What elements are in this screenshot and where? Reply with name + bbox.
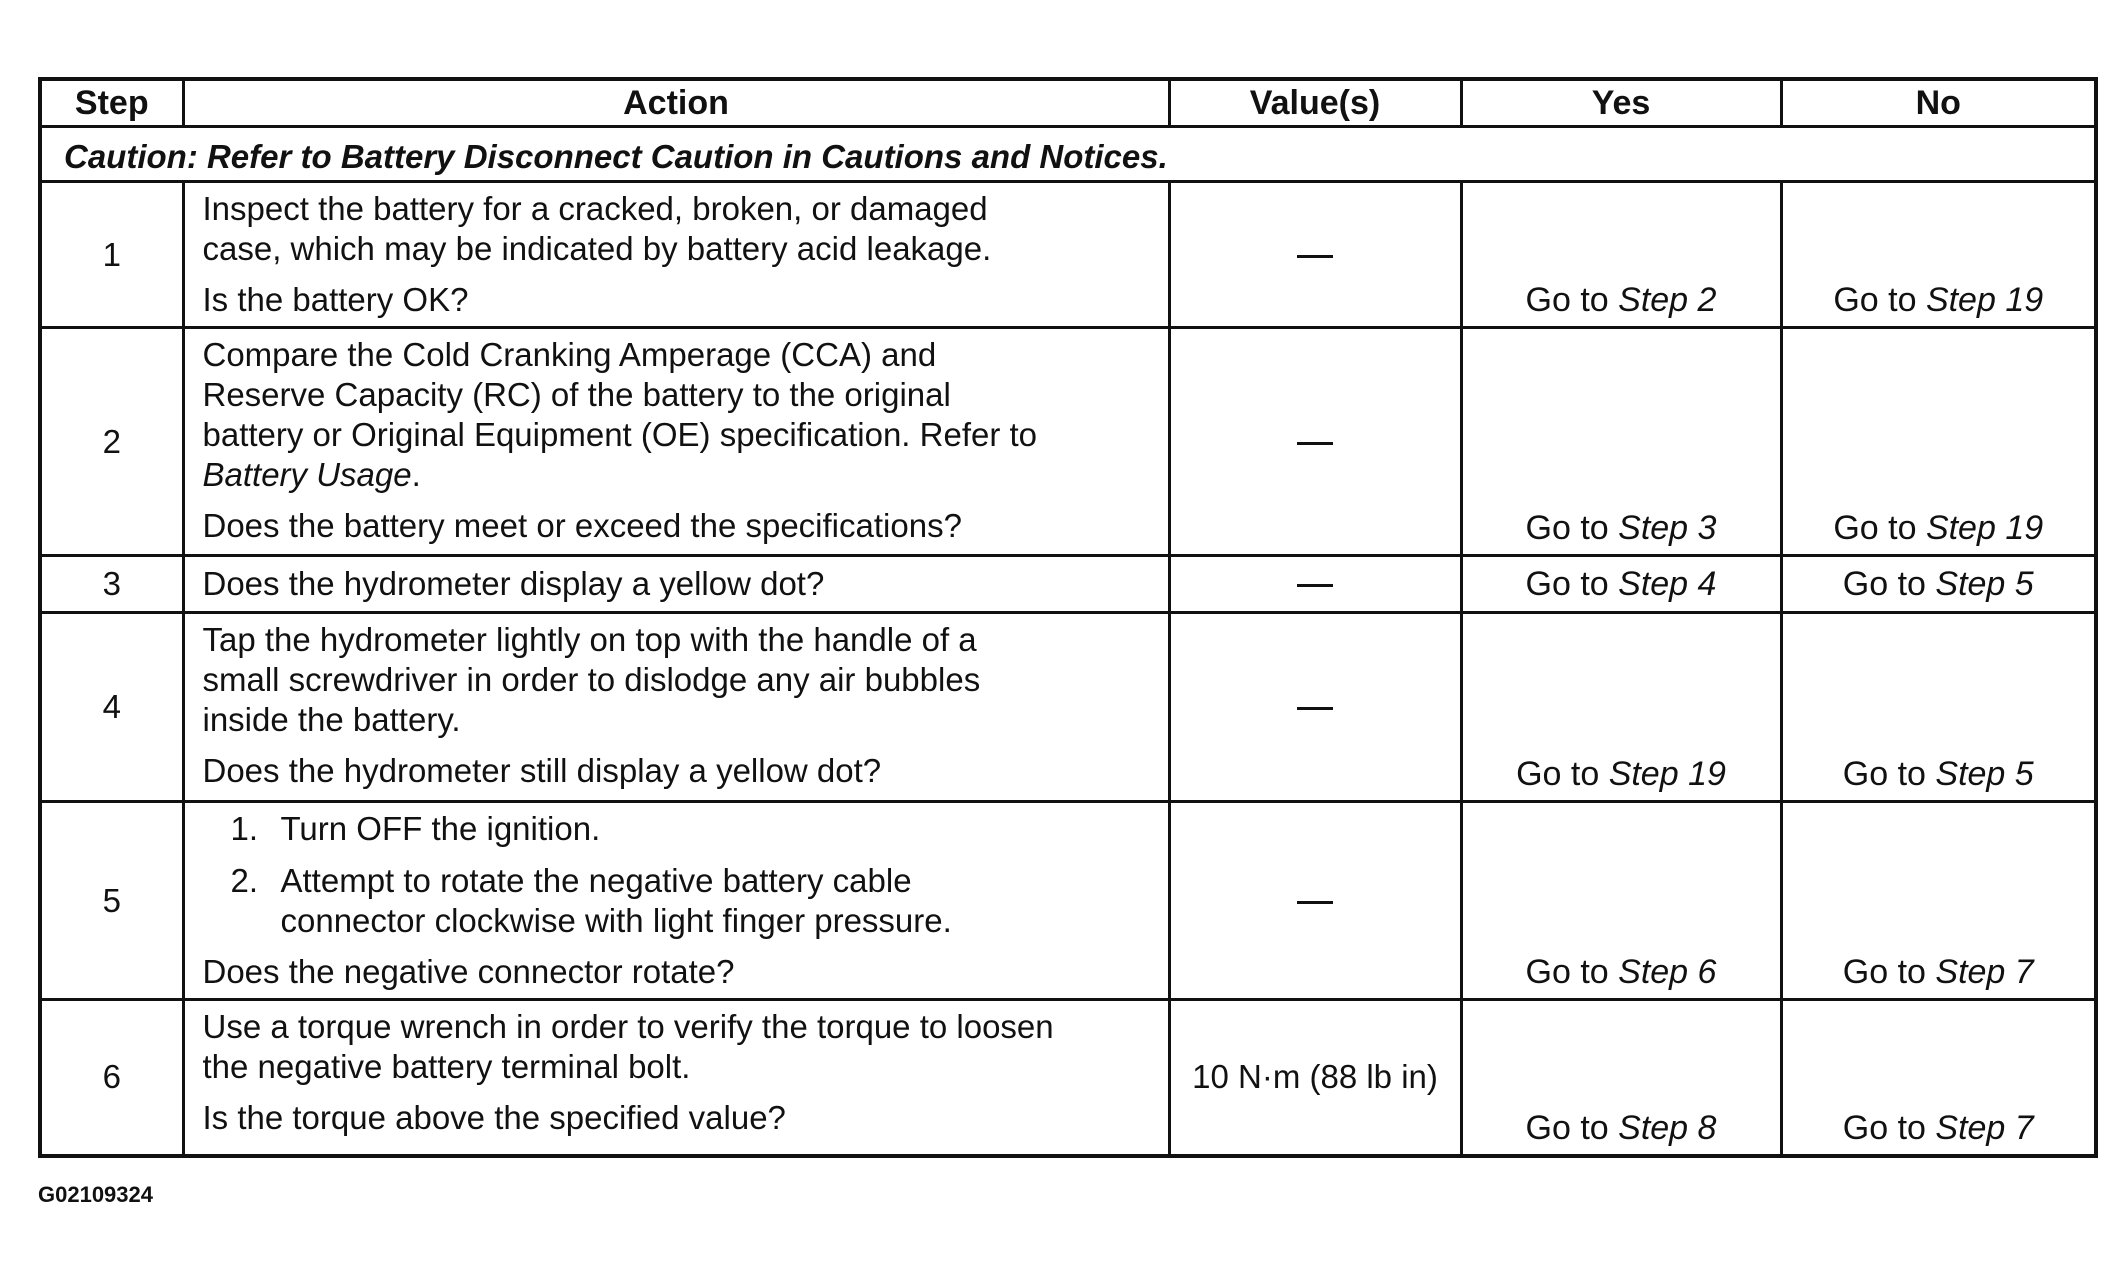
action-line — [203, 455, 1150, 495]
dash-value — [1297, 442, 1333, 445]
step-number: 4 — [40, 613, 183, 802]
no-cell — [1781, 556, 2096, 613]
no-step-link: Step 19 — [1925, 509, 2044, 547]
caution-row — [40, 127, 2096, 182]
diagnostic-table — [38, 77, 2098, 1158]
yes-prefix: Go to — [1525, 953, 1619, 991]
value-cell — [1169, 613, 1461, 802]
sub-step — [231, 809, 1150, 849]
no-prefix: Go to — [1842, 564, 1936, 603]
dash-value — [1297, 584, 1333, 587]
header-yes: Yes — [1461, 79, 1781, 127]
action-question: Does the hydrometer still display a yellow dot? — [202, 752, 882, 789]
yes-cell — [1461, 1000, 1781, 1156]
header-row — [40, 79, 2096, 127]
header-action: Action — [183, 79, 1169, 127]
action-question: Is the torque above the specified value? — [202, 1099, 786, 1136]
yes-step-link: Step 6 — [1618, 953, 1717, 991]
sub-step — [231, 861, 1150, 941]
action-line: Use a torque wrench in order to verify the torque to loosen — [202, 1008, 1054, 1045]
yes-cell — [1461, 328, 1781, 556]
yes-step-link: Step 8 — [1618, 1108, 1717, 1147]
dash-value — [1297, 255, 1333, 258]
no-cell — [1781, 328, 2096, 556]
action-cell — [183, 556, 1169, 613]
no-prefix: Go to — [1842, 1108, 1936, 1147]
value-cell — [1169, 182, 1461, 328]
yes-cell — [1461, 613, 1781, 802]
no-prefix: Go to — [1833, 509, 1926, 547]
no-step-link: Step 5 — [1935, 755, 2034, 793]
no-step-link: Step 7 — [1935, 953, 2034, 991]
reference-suffix: . — [411, 456, 421, 493]
yes-prefix: Go to — [1525, 281, 1619, 319]
action-cell — [183, 613, 1169, 802]
value-cell — [1169, 328, 1461, 556]
action-cell — [183, 182, 1169, 328]
figure-id: G02109324 — [38, 1182, 153, 1207]
header-no: No — [1781, 79, 2096, 127]
yes-prefix: Go to — [1525, 1108, 1619, 1147]
table-row — [40, 613, 2096, 802]
no-cell — [1781, 1000, 2096, 1156]
header-values: Value(s) — [1169, 79, 1461, 127]
step-number: 1 — [40, 182, 183, 328]
action-cell — [183, 328, 1169, 556]
header-step: Step — [40, 79, 183, 127]
no-step-link: Step 5 — [1935, 564, 2034, 603]
yes-prefix: Go to — [1525, 509, 1619, 547]
no-prefix: Go to — [1833, 281, 1926, 319]
action-line: battery or Original Equipment (OE) specification. Refer to — [202, 416, 1038, 453]
action-question: Does the hydrometer display a yellow dot? — [202, 565, 825, 602]
action-cell — [183, 802, 1169, 1000]
no-step-link: Step 7 — [1935, 1108, 2034, 1147]
sub-step-line: connector clockwise with light finger pressure. — [280, 902, 952, 939]
table-row — [40, 1000, 2096, 1156]
yes-step-link: Step 3 — [1618, 509, 1717, 547]
table-row — [40, 556, 2096, 613]
no-step-link: Step 19 — [1925, 281, 2044, 319]
yes-cell — [1461, 182, 1781, 328]
yes-step-link: Step 19 — [1608, 755, 1726, 793]
step-number: 3 — [40, 556, 183, 613]
no-cell — [1781, 613, 2096, 802]
yes-step-link: Step 4 — [1618, 564, 1717, 603]
action-cell — [183, 1000, 1169, 1156]
yes-prefix: Go to — [1525, 564, 1619, 603]
no-prefix: Go to — [1842, 755, 1936, 793]
action-line: the negative battery terminal bolt. — [202, 1048, 691, 1085]
table-row — [40, 182, 2096, 328]
action-question: Does the negative connector rotate? — [202, 953, 735, 990]
action-line: case, which may be indicated by battery acid leakage. — [202, 230, 992, 267]
step-number: 2 — [40, 328, 183, 556]
table-row — [40, 328, 2096, 556]
dash-value — [1297, 901, 1333, 904]
no-cell — [1781, 182, 2096, 328]
action-line: small screwdriver in order to dislodge any air bubbles — [202, 661, 981, 698]
sub-step-number: 1. — [230, 810, 259, 847]
value-cell — [1169, 556, 1461, 613]
sub-step-text: Turn OFF the ignition. — [280, 810, 601, 847]
action-line: Tap the hydrometer lightly on top with the handle of a — [202, 621, 977, 658]
step-number: 5 — [40, 802, 183, 1000]
no-prefix: Go to — [1842, 953, 1936, 991]
action-question: Does the battery meet or exceed the specifications? — [202, 507, 962, 544]
no-cell — [1781, 802, 2096, 1000]
yes-cell — [1461, 802, 1781, 1000]
battery-usage-reference: Battery Usage — [202, 456, 412, 493]
action-line: Reserve Capacity (RC) of the battery to the original — [202, 376, 951, 413]
torque-value: 10 N·m (88 lb in) — [1169, 1000, 1461, 1156]
action-line: Inspect the battery for a cracked, broken, or damaged — [202, 190, 988, 227]
yes-cell — [1461, 556, 1781, 613]
yes-step-link: Step 2 — [1618, 281, 1717, 319]
sub-step-text — [281, 861, 952, 941]
step-number: 6 — [40, 1000, 183, 1156]
action-question: Is the battery OK? — [202, 281, 469, 318]
action-line: inside the battery. — [202, 701, 461, 738]
sub-step-number: 2. — [230, 862, 259, 899]
action-line: Compare the Cold Cranking Amperage (CCA) and — [202, 336, 937, 373]
caution-text: Caution: Refer to Battery Disconnect Caution in Cautions and Notices. — [40, 127, 2096, 182]
yes-prefix: Go to — [1516, 755, 1609, 793]
dash-value — [1297, 707, 1333, 710]
sub-step-line: Attempt to rotate the negative battery cable — [280, 862, 912, 899]
value-cell — [1169, 802, 1461, 1000]
sub-step-list — [203, 809, 1150, 941]
table-row — [40, 802, 2096, 1000]
